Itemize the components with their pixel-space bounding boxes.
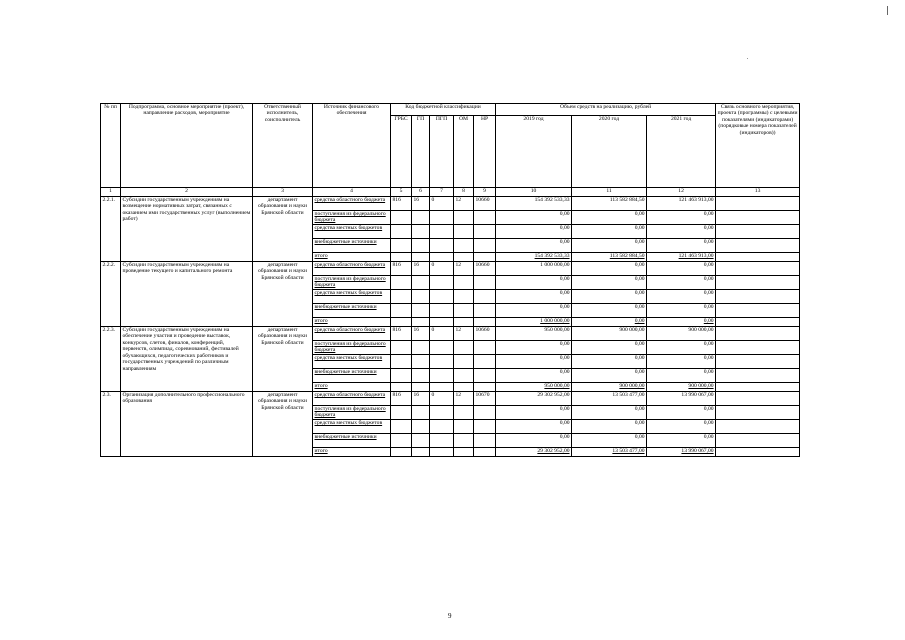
row-source-label: внебюджетные источники	[313, 369, 391, 383]
row-code-cell	[454, 239, 474, 253]
row-value-cell: 0,00	[496, 420, 572, 434]
row-code-cell	[412, 290, 430, 304]
row-code-cell	[454, 341, 474, 355]
row-value-cell: 0,00	[572, 211, 647, 225]
column-number: 3	[253, 188, 313, 197]
row-code-cell	[430, 304, 454, 318]
row-code-cell	[474, 341, 496, 355]
row-code-cell	[474, 420, 496, 434]
row-link-cell	[716, 197, 800, 211]
row-code-cell	[412, 420, 430, 434]
row-value-cell: 0,00	[496, 276, 572, 290]
row-code-cell	[430, 211, 454, 225]
row-link-cell	[716, 355, 800, 369]
row-source-label: средства областного бюджета	[313, 392, 391, 406]
row-code-cell	[474, 276, 496, 290]
row-value-cell: 0,00	[572, 239, 647, 253]
row-link-cell	[716, 239, 800, 253]
row-value-cell: 13 503 477,00	[572, 392, 647, 406]
row-value-cell: 0,00	[647, 406, 716, 420]
row-code-cell: 816	[391, 392, 412, 406]
row-code-cell	[430, 290, 454, 304]
row-code-cell	[430, 253, 454, 262]
row-value-cell: 154 392 533,33	[496, 197, 572, 211]
row-code-cell	[474, 355, 496, 369]
row-code-cell	[474, 253, 496, 262]
row-value-cell: 29 302 952,00	[496, 448, 572, 457]
row-code-cell: 0	[430, 392, 454, 406]
row-value-cell: 950 000,00	[496, 327, 572, 341]
header-source: Источник финансового обеспечения	[313, 104, 391, 188]
row-code-cell	[454, 383, 474, 392]
row-code-cell	[454, 448, 474, 457]
row-code-cell	[430, 448, 454, 457]
table-body	[101, 197, 800, 457]
column-number: 6	[412, 188, 430, 197]
row-measure-name: Субсидии государственным учреждениям на проведение текущего и капитального ремонта	[121, 262, 253, 327]
row-link-cell	[716, 304, 800, 318]
row-value-cell: 0,00	[647, 355, 716, 369]
column-number: 1	[101, 188, 121, 197]
row-code-cell	[391, 225, 412, 239]
row-value-cell: 121 463 913,00	[647, 253, 716, 262]
row-code-cell	[391, 383, 412, 392]
column-number: 9	[474, 188, 496, 197]
row-code-cell	[430, 420, 454, 434]
row-code-cell	[474, 211, 496, 225]
row-source-label: внебюджетные источники	[313, 304, 391, 318]
row-code-cell: 12	[454, 327, 474, 341]
row-code-cell	[454, 420, 474, 434]
column-number: 8	[454, 188, 474, 197]
row-number: 2.2.2.	[101, 262, 121, 327]
column-number: 13	[716, 188, 800, 197]
row-code-cell: 12	[454, 197, 474, 211]
row-value-cell: 0,00	[647, 318, 716, 327]
row-link-cell	[716, 253, 800, 262]
row-value-cell: 113 582 884,50	[572, 253, 647, 262]
row-value-cell: 900 000,00	[647, 327, 716, 341]
row-executor: департамент образования и науки Брянской области	[253, 262, 313, 327]
page-number: 9	[448, 612, 452, 620]
row-code-cell	[391, 369, 412, 383]
column-number: 10	[496, 188, 572, 197]
row-value-cell: 900 000,00	[572, 327, 647, 341]
row-code-cell	[454, 434, 474, 448]
row-code-cell	[474, 434, 496, 448]
row-code-cell	[430, 355, 454, 369]
row-value-cell: 900 000,00	[647, 383, 716, 392]
row-code-cell	[430, 434, 454, 448]
row-executor: департамент образования и науки Брянской области	[253, 197, 313, 262]
header-year-2020: 2020 год	[572, 116, 647, 188]
row-value-cell: 0,00	[647, 225, 716, 239]
header-code-gp: ГП	[412, 116, 430, 188]
scan-dot	[747, 58, 748, 59]
row-link-cell	[716, 341, 800, 355]
row-value-cell: 0,00	[572, 355, 647, 369]
row-code-cell: 0	[430, 197, 454, 211]
row-source-label: средства местных бюджетов	[313, 355, 391, 369]
row-code-cell	[391, 341, 412, 355]
row-value-cell: 0,00	[496, 290, 572, 304]
row-link-cell	[716, 327, 800, 341]
row-code-cell: 0	[430, 262, 454, 276]
row-code-cell	[454, 304, 474, 318]
row-value-cell: 0,00	[496, 211, 572, 225]
row-executor: департамент образования и науки Брянской области	[253, 327, 313, 392]
row-code-cell	[391, 276, 412, 290]
column-number: 11	[572, 188, 647, 197]
row-code-cell	[412, 448, 430, 457]
row-measure-name: Организация дополнительного профессионального образования	[121, 392, 253, 457]
row-code-cell: 816	[391, 262, 412, 276]
table-row	[101, 327, 800, 341]
row-number: 2.2.3.	[101, 327, 121, 392]
row-value-cell: 0,00	[647, 239, 716, 253]
row-code-cell	[412, 253, 430, 262]
row-code-cell	[474, 304, 496, 318]
row-code-cell	[430, 225, 454, 239]
row-source-label: итого	[313, 448, 391, 457]
row-code-cell	[454, 318, 474, 327]
row-value-cell: 0,00	[572, 225, 647, 239]
row-source-label: итого	[313, 253, 391, 262]
column-number: 7	[430, 188, 454, 197]
row-code-cell: 816	[391, 327, 412, 341]
row-code-cell	[454, 355, 474, 369]
row-value-cell: 0,00	[572, 290, 647, 304]
row-source-label: итого	[313, 318, 391, 327]
row-code-cell	[412, 211, 430, 225]
row-code-cell	[412, 383, 430, 392]
table-row	[101, 392, 800, 406]
row-code-cell	[430, 318, 454, 327]
header-code-nr: НР	[474, 116, 496, 188]
row-source-label: поступления из федерального бюджета	[313, 406, 391, 420]
row-value-cell: 1 000 000,00	[496, 318, 572, 327]
row-code-cell	[454, 406, 474, 420]
row-code-cell	[391, 211, 412, 225]
row-measure-name: Субсидии государственным учреждениям на возмещение нормативных затрат, связанных с оказанием ими государственных услуг (выполнением работ)	[121, 197, 253, 262]
table-row	[101, 262, 800, 276]
row-code-cell	[454, 225, 474, 239]
row-source-label: средства областного бюджета	[313, 327, 391, 341]
column-number-row	[101, 188, 800, 197]
row-code-cell	[454, 290, 474, 304]
row-link-cell	[716, 434, 800, 448]
row-code-cell	[454, 276, 474, 290]
row-value-cell: 0,00	[647, 262, 716, 276]
row-value-cell: 0,00	[496, 239, 572, 253]
row-executor: департамент образования и науки Брянской области	[253, 392, 313, 457]
row-value-cell: 0,00	[647, 420, 716, 434]
row-link-cell	[716, 225, 800, 239]
row-code-cell: 16	[412, 392, 430, 406]
row-code-cell	[474, 406, 496, 420]
row-link-cell	[716, 290, 800, 304]
row-code-cell	[430, 276, 454, 290]
row-source-label: поступления из федерального бюджета	[313, 341, 391, 355]
row-link-cell	[716, 318, 800, 327]
row-value-cell: 0,00	[572, 406, 647, 420]
row-value-cell: 0,00	[647, 369, 716, 383]
header-program: Подпрограмма, основное мероприятие (проект), направление расходов, мероприятие	[121, 104, 253, 188]
row-value-cell: 0,00	[647, 290, 716, 304]
row-code-cell	[412, 434, 430, 448]
row-value-cell: 0,00	[572, 341, 647, 355]
row-link-cell	[716, 262, 800, 276]
row-source-label: средства областного бюджета	[313, 262, 391, 276]
row-source-label: средства областного бюджета	[313, 197, 391, 211]
row-code-cell	[391, 406, 412, 420]
row-code-cell	[430, 239, 454, 253]
row-code-cell	[391, 448, 412, 457]
row-value-cell: 0,00	[496, 369, 572, 383]
row-code-cell	[391, 253, 412, 262]
header-row	[101, 104, 800, 116]
row-number: 2.2.1.	[101, 197, 121, 262]
row-source-label: итого	[313, 383, 391, 392]
row-value-cell: 0,00	[647, 434, 716, 448]
row-code-cell: 10660	[474, 262, 496, 276]
row-value-cell: 1 000 000,00	[496, 262, 572, 276]
row-value-cell: 154 392 533,33	[496, 253, 572, 262]
column-number: 12	[647, 188, 716, 197]
row-value-cell: 13 990 067,00	[647, 392, 716, 406]
row-code-cell: 10670	[474, 392, 496, 406]
column-number: 5	[391, 188, 412, 197]
row-value-cell: 0,00	[496, 406, 572, 420]
row-code-cell	[474, 318, 496, 327]
row-code-cell	[430, 406, 454, 420]
row-value-cell: 950 000,00	[496, 383, 572, 392]
row-link-cell	[716, 448, 800, 457]
row-source-label: средства местных бюджетов	[313, 225, 391, 239]
row-value-cell: 0,00	[496, 304, 572, 318]
column-number: 4	[313, 188, 391, 197]
row-value-cell: 0,00	[572, 369, 647, 383]
header-link: Связь основного мероприятия, проекта (программы) с целевыми показателями (индикаторами) (порядковые номера показателей (индикаторов))	[716, 104, 800, 188]
header-year-2019: 2019 год	[496, 116, 572, 188]
row-value-cell: 0,00	[572, 276, 647, 290]
row-code-cell	[391, 304, 412, 318]
row-code-cell	[454, 369, 474, 383]
row-value-cell: 0,00	[572, 434, 647, 448]
row-value-cell: 113 582 884,50	[572, 197, 647, 211]
row-link-cell	[716, 383, 800, 392]
row-code-cell	[430, 369, 454, 383]
header-volume: Объем средств на реализацию, рублей	[496, 104, 716, 116]
row-measure-name: Субсидии государственным учреждениям на обеспечение участия и проведение выставок, конкурсов, слетов, финалов, конференций, первенств, олимпиад, соревнований, фестивалей обучающихся, педагогических работников и государственных учреждений по различным направлениям	[121, 327, 253, 392]
row-value-cell: 900 000,00	[572, 383, 647, 392]
row-code-cell	[474, 369, 496, 383]
row-source-label: средства местных бюджетов	[313, 290, 391, 304]
row-code-cell	[412, 276, 430, 290]
row-value-cell: 0,00	[572, 304, 647, 318]
row-code-cell: 816	[391, 197, 412, 211]
header-code-grbs: ГРБС	[391, 116, 412, 188]
row-link-cell	[716, 369, 800, 383]
row-value-cell: 0,00	[496, 341, 572, 355]
row-source-label: внебюджетные источники	[313, 239, 391, 253]
row-value-cell: 0,00	[647, 211, 716, 225]
row-value-cell: 121 463 913,00	[647, 197, 716, 211]
row-value-cell: 0,00	[572, 262, 647, 276]
row-source-label: поступления из федерального бюджета	[313, 276, 391, 290]
row-code-cell	[430, 383, 454, 392]
row-code-cell	[430, 341, 454, 355]
row-code-cell	[391, 355, 412, 369]
row-source-label: средства местных бюджетов	[313, 420, 391, 434]
header-executor: Ответственный исполнитель, соисполнитель	[253, 104, 313, 188]
row-code-cell: 12	[454, 392, 474, 406]
row-code-cell	[474, 225, 496, 239]
row-value-cell: 0,00	[647, 341, 716, 355]
row-code-cell	[454, 253, 474, 262]
row-link-cell	[716, 276, 800, 290]
row-code-cell	[412, 318, 430, 327]
row-value-cell: 0,00	[647, 304, 716, 318]
row-code-cell	[391, 420, 412, 434]
header-year-2021: 2021 год	[647, 116, 716, 188]
row-value-cell: 13 503 477,00	[572, 448, 647, 457]
row-code-cell	[474, 290, 496, 304]
row-value-cell: 29 302 952,00	[496, 392, 572, 406]
row-code-cell	[412, 225, 430, 239]
row-value-cell: 0,00	[496, 434, 572, 448]
row-value-cell: 13 990 067,00	[647, 448, 716, 457]
header-code-pgp: ПГП	[430, 116, 454, 188]
row-code-cell: 16	[412, 327, 430, 341]
row-link-cell	[716, 392, 800, 406]
row-code-cell	[412, 355, 430, 369]
column-number: 2	[121, 188, 253, 197]
row-number: 2.3.	[101, 392, 121, 457]
row-code-cell	[474, 383, 496, 392]
row-code-cell	[412, 341, 430, 355]
row-code-cell: 16	[412, 197, 430, 211]
row-code-cell	[391, 290, 412, 304]
row-code-cell	[412, 239, 430, 253]
row-code-cell	[412, 304, 430, 318]
budget-table	[100, 103, 800, 457]
row-code-cell: 0	[430, 327, 454, 341]
row-code-cell: 12	[454, 262, 474, 276]
row-link-cell	[716, 406, 800, 420]
row-source-label: внебюджетные источники	[313, 434, 391, 448]
edge-mark	[887, 6, 888, 15]
header-code-om: ОМ	[454, 116, 474, 188]
row-code-cell	[391, 318, 412, 327]
table-row	[101, 197, 800, 211]
row-code-cell	[474, 239, 496, 253]
row-value-cell: 0,00	[496, 355, 572, 369]
row-link-cell	[716, 211, 800, 225]
header-no: № пп	[101, 104, 121, 188]
row-value-cell: 0,00	[496, 225, 572, 239]
row-code-cell	[412, 369, 430, 383]
row-link-cell	[716, 420, 800, 434]
row-code-cell: 10660	[474, 197, 496, 211]
row-source-label: поступления из федерального бюджета	[313, 211, 391, 225]
row-value-cell: 0,00	[572, 318, 647, 327]
row-code-cell	[391, 239, 412, 253]
row-value-cell: 0,00	[572, 420, 647, 434]
header-budget-code: Код бюджетной классификации	[391, 104, 496, 116]
row-value-cell: 0,00	[647, 276, 716, 290]
row-code-cell	[454, 211, 474, 225]
row-code-cell	[412, 406, 430, 420]
row-code-cell	[474, 448, 496, 457]
row-code-cell: 16	[412, 262, 430, 276]
row-code-cell: 10660	[474, 327, 496, 341]
row-code-cell	[391, 434, 412, 448]
